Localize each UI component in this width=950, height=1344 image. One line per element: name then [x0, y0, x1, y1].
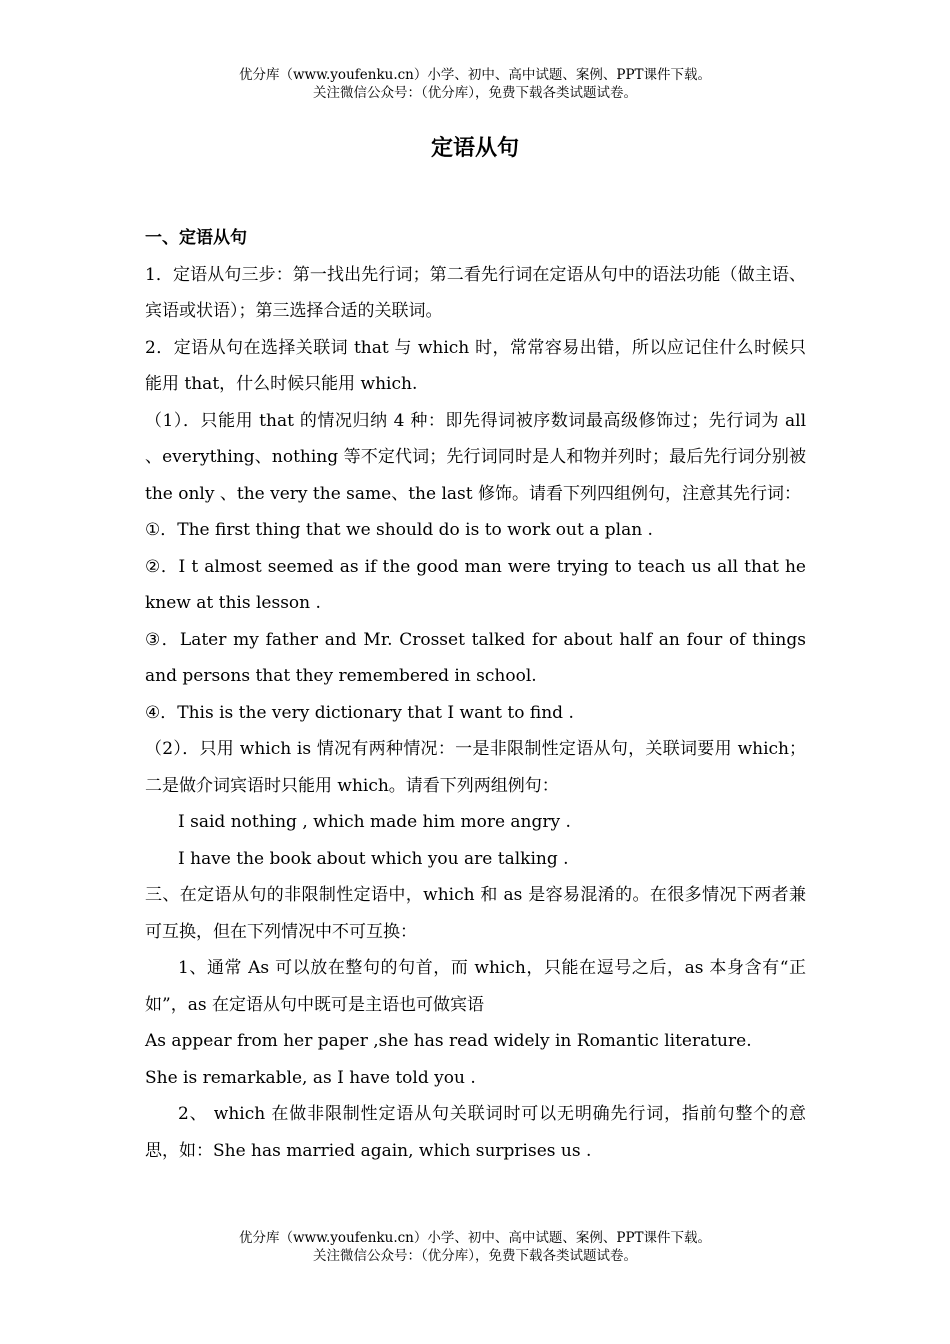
example-8: She is remarkable, as I have told you . — [145, 1067, 476, 1088]
example-6: I have the book about which you are talking . — [178, 848, 569, 869]
example-5: I said nothing , which made him more angry . — [178, 812, 571, 832]
page-header — [0, 66, 950, 102]
section-heading: 一、定语从句 — [145, 228, 247, 248]
paragraph-1: 1．定语从句三步：第一找出先行词；第二看先行词在定语从句中的语法功能（做主语、宾语或状语）；第三选择合适的关联词。 — [145, 264, 806, 321]
example-2: ②．I t almost seemed as if the good man were trying to teach us all that he knew at this lesson . — [145, 556, 806, 613]
example-1: ①．The first thing that we should do is to work out a plan . — [145, 520, 653, 540]
footer-line-2: 关注微信公众号：（优分库），免费下载各类试题试卷。 — [313, 1248, 637, 1264]
footer-line-1: 优分库（www.youfenku.cn）小学、初中、高中试题、案例、PPT课件下载。 — [238, 1230, 712, 1246]
paragraph-5: 三、在定语从句的非限制性定语中，which 和 as 是容易混淆的。在很多情况下两者兼可互换，但在下列情况中不可互换： — [145, 885, 806, 942]
page-title: 定语从句 — [430, 136, 519, 161]
example-3: ③．Later my father and Mr. Crosset talked for about half an four of things and persons that they remembered in school. — [145, 629, 806, 686]
paragraph-3: （1）．只能用 that 的情况归纳 4 种：即先得词被序数词最高级修饰过；先行词为 all 、everything、nothing 等不定代词；先行词同时是人和物并列时；最后先行词分别被 the only 、the very the same、the last 修饰。请看下列四组例句，注意其先行词： — [145, 410, 806, 504]
page-footer — [0, 1229, 950, 1265]
header-line-2: 关注微信公众号：（优分库），免费下载各类试题试卷。 — [313, 85, 637, 101]
paragraph-7: 2、 which 在做非限制性定语从句关联词时可以无明确先行词，指前句整个的意思，如：She has married again, which surprises us . — [145, 1104, 806, 1161]
paragraph-6: 1、通常 As 可以放在整句的句首，而 which，只能在逗号之后，as 本身含有“正如”，as 在定语从句中既可是主语也可做宾语 — [145, 958, 806, 1015]
example-4: ④．This is the very dictionary that I want to find . — [145, 702, 574, 723]
document-body — [145, 220, 806, 1169]
example-7: As appear from her paper ,she has read widely in Romantic literature. — [145, 1031, 752, 1051]
paragraph-4: （2）．只用 which is 情况有两种情况：一是非限制性定语从句，关联词要用 which；二是做介词宾语时只能用 which。请看下列两组例句： — [145, 739, 806, 796]
paragraph-2: 2．定语从句在选择关联词 that 与 which 时，常常容易出错，所以应记住什么时候只能用 that，什么时候只能用 which. — [145, 337, 806, 394]
header-line-1: 优分库（www.youfenku.cn）小学、初中、高中试题、案例、PPT课件下载。 — [238, 67, 712, 83]
